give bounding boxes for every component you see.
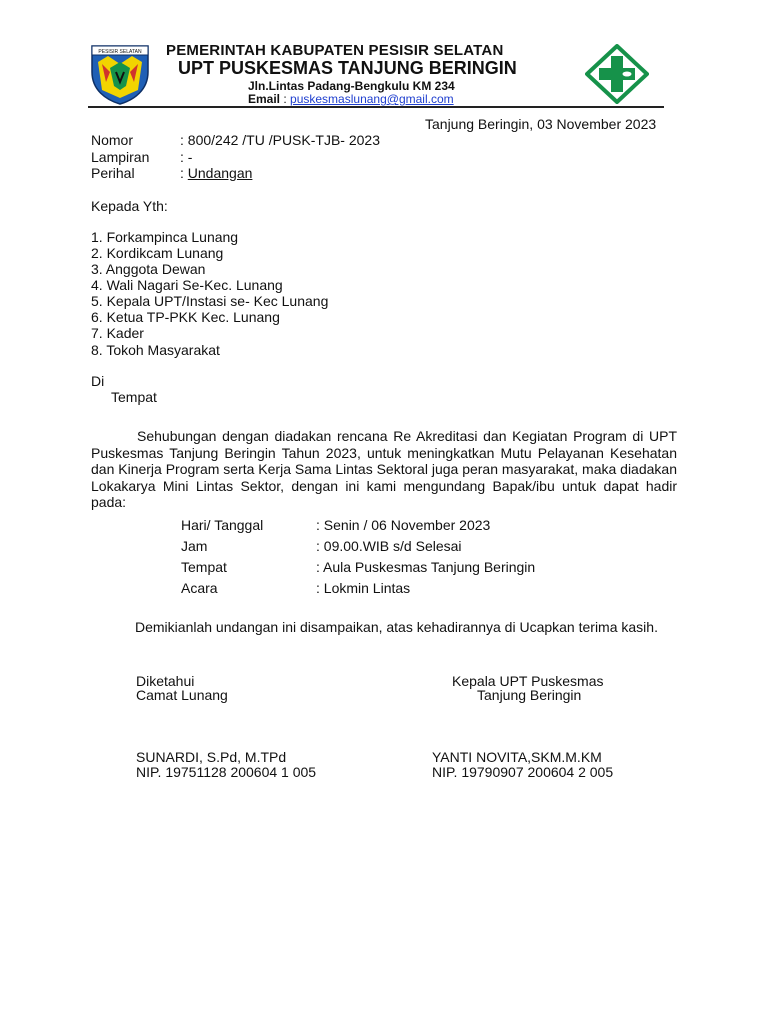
tempat-label: Tempat <box>111 389 157 405</box>
letterhead-address: Jln.Lintas Padang-Bengkulu KM 234 <box>248 79 455 93</box>
signature-left-line1: Diketahui <box>136 673 195 689</box>
signature-left-nip: NIP. 19751128 200604 1 005 <box>136 764 317 780</box>
email-separator: : <box>280 92 291 106</box>
closing-paragraph-text: Demikianlah undangan ini disampaikan, atas kehadirannya di Ucapkan terima kasih. <box>135 619 658 635</box>
recipient-item: 7. Kader <box>91 325 144 341</box>
letterhead-government-line: PEMERINTAH KABUPATEN PESISIR SELATAN <box>166 42 504 59</box>
detail-key: Jam <box>181 538 208 554</box>
detail-key: Hari/ Tanggal <box>181 517 264 533</box>
addressee-title: Kepada Yth: <box>91 198 168 214</box>
meta-key-perihal: Perihal <box>91 165 135 181</box>
recipient-item: 2. Kordikcam Lunang <box>91 245 224 261</box>
meta-key-nomor: Nomor <box>91 132 134 148</box>
detail-key: Acara <box>181 580 218 596</box>
regency-emblem-icon <box>88 42 152 106</box>
detail-value: : Lokmin Lintas <box>316 580 411 596</box>
logo-left-text: PESISIR SELATAN <box>98 49 142 55</box>
signature-right-name: YANTI NOVITA,SKM.M.KM <box>432 749 602 765</box>
recipient-item: 5. Kepala UPT/Instasi se- Kec Lunang <box>91 293 329 309</box>
signature-right-nip: NIP. 19790907 200604 2 005 <box>432 764 614 780</box>
meta-value-perihal <box>180 165 252 181</box>
detail-value: : 09.00.WIB s/d Selesai <box>316 538 462 554</box>
letterhead-office-name: UPT PUSKESMAS TANJUNG BERINGIN <box>178 58 517 78</box>
signature-right-line1: Kepala UPT Puskesmas <box>452 673 604 689</box>
closing-paragraph <box>91 617 677 638</box>
detail-key: Tempat <box>181 559 227 575</box>
recipient-item: 8. Tokoh Masyarakat <box>91 342 220 358</box>
meta-value-nomor: : 800/242 /TU /PUSK-TJB- 2023 <box>180 132 380 148</box>
body-paragraph-text: Sehubungan dengan diadakan rencana Re Akreditasi dan Kegiatan Program di UPT Puskesmas Tanjung Beringin Tahun 2023, untuk meningkatkan Mutu Pelayanan Kesehatan dan Kinerja Program serta Kerja Sama Lintas Sektoral juga peran masyarakat, maka diadakan Lokakarya Mini Lintas Sektor, dengan ini kami mengundang Bapak/ibu untuk dapat hadir pada: <box>91 428 677 510</box>
meta-key-lampiran: Lampiran <box>91 149 150 165</box>
letterhead-divider <box>88 106 664 108</box>
signature-left-name: SUNARDI, S.Pd, M.TPd <box>136 749 287 765</box>
email-link[interactable]: puskesmaslunang@gmail.com <box>290 92 454 106</box>
perihal-colon: : <box>180 165 188 181</box>
recipient-item: 1. Forkampinca Lunang <box>91 229 239 245</box>
signature-right-line2: Tanjung Beringin <box>477 687 582 703</box>
detail-value: : Aula Puskesmas Tanjung Beringin <box>316 559 536 575</box>
recipient-item: 3. Anggota Dewan <box>91 261 206 277</box>
signature-left-line2: Camat Lunang <box>136 687 228 703</box>
puskesmas-logo-icon <box>585 44 649 104</box>
recipient-item: 6. Ketua TP-PKK Kec. Lunang <box>91 309 280 325</box>
perihal-subject: Undangan <box>187 165 253 181</box>
recipient-item: 4. Wali Nagari Se-Kec. Lunang <box>91 277 283 293</box>
di-label: Di <box>91 373 105 389</box>
meta-value-lampiran: : - <box>180 149 193 165</box>
letterhead-email <box>248 92 454 106</box>
body-paragraph <box>91 428 677 511</box>
detail-value: : Senin / 06 November 2023 <box>316 517 491 533</box>
letter-date: Tanjung Beringin, 03 November 2023 <box>425 116 657 132</box>
email-label: Email <box>248 92 281 106</box>
